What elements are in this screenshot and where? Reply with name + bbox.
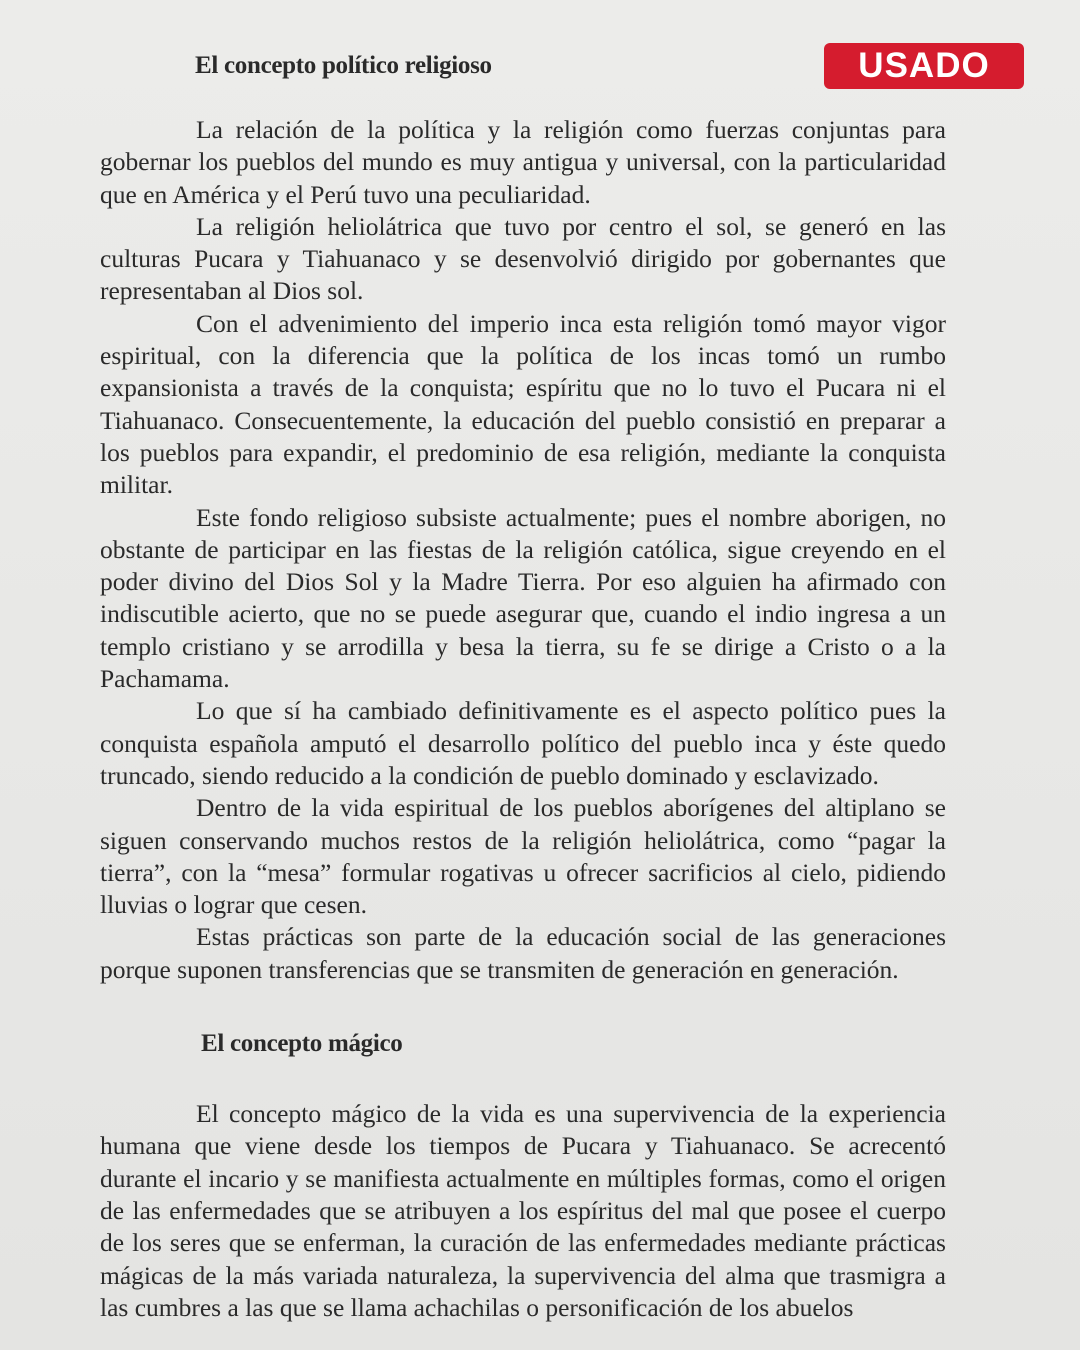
paragraph: Con el advenimiento del imperio inca esta religión tomó mayor vigor espiritual, con la diferencia que la política de los incas tomó un rumbo expansionista a través de la conquista; espíritu que no lo tuvo el Pucara ni el Tiahuanaco. Consecuentemente, la educación del pueblo consistió en preparar a los pueblos para expandir, el predominio de esa religión, mediante la conquista militar.: [100, 308, 946, 500]
paragraph: Dentro de la vida espiritual de los pueblos aborígenes del altiplano se siguen conservando muchos restos de la religión heliolátrica, como “pagar la tierra”, con la “mesa” formular rogativas u ofrecer sacrificios al cielo, pidiendo lluvias o lograr que cesen.: [100, 793, 946, 920]
section-heading-magico: El concepto mágico: [201, 1030, 403, 1058]
paragraph: Lo que sí ha cambiado definitivamente es el aspecto político pues la conquista española amputó el desarrollo político del pueblo inca y éste quedo truncado, siendo reducido a la condición de pueblo dominado y esclavizado.: [100, 696, 946, 790]
paragraph: Estas prácticas son parte de la educación social de las generaciones porque suponen transferencias que se transmiten de generación en generación.: [100, 922, 946, 984]
used-condition-badge: USADO: [824, 43, 1024, 89]
paragraph: Este fondo religioso subsiste actualmente; pues el nombre aborigen, no obstante de participar en las fiestas de la religión católica, sigue creyendo en el poder divino del Dios Sol y la Madre Tierra. Por eso alguien ha afirmado con indiscutible acierto, que no se puede asegurar que, cuando el indio ingresa a un templo cristiano y se arrodilla y besa la tierra, su fe se dirige a Cristo o a la Pachamama.: [100, 502, 946, 694]
paragraph: La religión heliolátrica que tuvo por centro el sol, se generó en las culturas Pucara y Tiahuanaco y se desenvolvió dirigido por gobernantes que representaban al Dios sol.: [100, 211, 946, 306]
paragraph: La relación de la política y la religión como fuerzas conjuntas para gobernar los pueblos del mundo es muy antigua y universal, con la particularidad que en América y el Perú tuvo una peculiaridad.: [100, 115, 946, 209]
page-text-body: [100, 44, 946, 1324]
section-heading-politico-religioso: El concepto político religioso: [195, 52, 492, 79]
paragraph: El concepto mágico de la vida es una supervivencia de la experiencia humana que viene desde los tiempos de Pucara y Tiahuanaco. Se acrecentó durante el incario y se manifiesta actualmente en múltiples formas, como el origen de las enfermedades que se atribuyen a los espíritus del mal que posee el cuerpo de los seres que se enferman, la curación de las enfermedades mediante prácticas mágicas de la más variada naturaleza, la supervivencia del alma que trasmigra a las cumbres a las que se llama achachilas o personificación de los abuelos: [100, 1099, 946, 1322]
